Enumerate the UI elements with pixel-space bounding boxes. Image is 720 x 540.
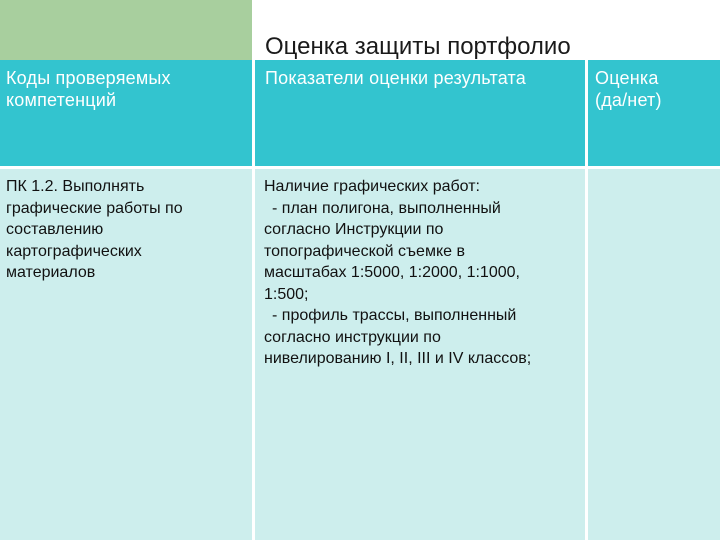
indicator-line: 1:500; <box>264 285 309 303</box>
indicator-line: - план полигона, выполненный <box>272 199 501 217</box>
slide-title: Оценка защиты портфолио <box>265 33 571 60</box>
indicator-line: - профиль трассы, выполненный <box>272 307 517 324</box>
competency-line: графические работы по <box>6 199 183 217</box>
header-assessment-line-1: Оценка <box>595 68 659 88</box>
indicator-line: согласно Инструкции по <box>264 221 444 238</box>
indicator-line: топографической съемке в <box>264 242 465 260</box>
indicator-line: нивелированию I, II, III и IV классов; <box>264 350 532 367</box>
header-result-indicators-line-1: Показатели оценки результата <box>265 68 526 88</box>
competency-line: составлению <box>6 221 104 238</box>
indicator-line: согласно инструкции по <box>264 328 441 346</box>
decorative-corner-block <box>0 0 252 60</box>
header-assessment-line-2: (да/нет) <box>595 90 662 110</box>
assessment-cell[interactable] <box>588 169 720 540</box>
header-competency-codes-line-2: компетенций <box>6 90 117 110</box>
competency-cell <box>0 169 252 540</box>
header-competency-codes <box>0 60 252 166</box>
header-competency-codes-line-1: Коды проверяемых <box>6 68 171 88</box>
assessment-table <box>0 60 720 540</box>
header-result-indicators <box>255 60 585 166</box>
competency-line: ПК 1.2. Выполнять <box>6 178 145 195</box>
indicator-cell <box>255 169 585 540</box>
competency-line: материалов <box>6 264 96 281</box>
header-assessment <box>588 60 720 166</box>
indicator-line: масштабах 1:5000, 1:2000, 1:1000, <box>264 264 520 281</box>
competency-line: картографических <box>6 242 142 260</box>
indicator-line: Наличие графических работ: <box>264 178 480 195</box>
